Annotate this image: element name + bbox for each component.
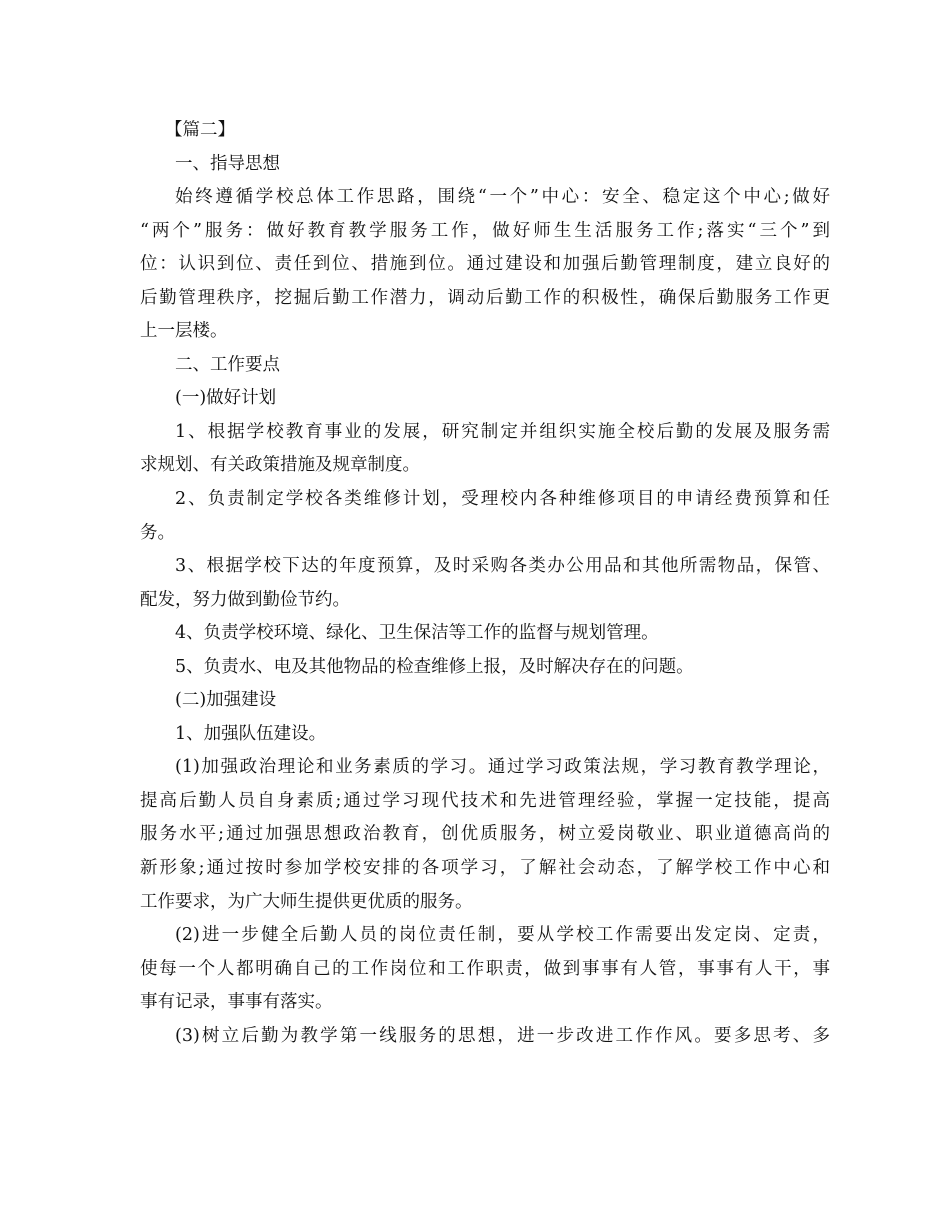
paragraph-line: 服务水平;通过加强思想政治教育，创优质服务，树立爱岗敬业、职业道德高尚的: [140, 824, 830, 845]
paragraph-line: 新形象;通过按时参加学校安排的各项学习，了解社会动态，了解学校工作中心和: [140, 858, 830, 879]
paragraph-line: 上一层楼。: [140, 321, 228, 342]
paragraph-line: (2)进一步健全后勤人员的岗位责任制，要从学校工作需要出发定岗、定责，: [175, 925, 830, 946]
heading-work-points: 二、工作要点: [175, 354, 280, 375]
heading-guiding-ideology: 一、指导思想: [175, 153, 280, 174]
section-title: 【篇二】: [165, 120, 235, 140]
paragraph-line: 后勤管理秩序，挖掘后勤工作潜力，调动后勤工作的积极性，确保后勤服务工作更: [140, 287, 830, 308]
paragraph-line: 4、负责学校环境、绿化、卫生保洁等工作的监督与规划管理。: [175, 623, 659, 644]
paragraph-line: 1、加强队伍建设。: [175, 723, 327, 744]
paragraph-line: 事有记录，事事有落实。: [140, 992, 333, 1013]
paragraph-line: 务。: [140, 522, 175, 543]
subheading-build: (二)加强建设: [175, 690, 277, 711]
paragraph-line: “两个”服务：做好教育教学服务工作，做好师生生活服务工作;落实“三个”到: [140, 220, 830, 241]
paragraph-line: 1、根据学校教育事业的发展，研究制定并组织实施全校后勤的发展及服务需: [175, 421, 830, 442]
paragraph-line: 工作要求，为广大师生提供更优质的服务。: [140, 891, 473, 912]
paragraph-line: 位：认识到位、责任到位、措施到位。通过建设和加强后勤管理制度，建立良好的: [140, 254, 830, 275]
subheading-plan: (一)做好计划: [175, 388, 277, 409]
paragraph-line: 提高后勤人员自身素质;通过学习现代技术和先进管理经验，掌握一定技能，提高: [140, 790, 830, 811]
paragraph-line: 始终遵循学校总体工作思路，围绕“一个”中心：安全、稳定这个中心;做好: [175, 187, 830, 208]
paragraph-line: 使每一个人都明确自己的工作岗位和工作职责，做到事事有人管，事事有人干，事: [140, 958, 830, 979]
paragraph-line: 5、负责水、电及其他物品的检查维修上报，及时解决存在的问题。: [175, 656, 694, 677]
paragraph-line: 配发，努力做到勤俭节约。: [140, 589, 350, 610]
document-body: [140, 114, 830, 1053]
paragraph-line: 求规划、有关政策措施及规章制度。: [140, 455, 420, 476]
paragraph-line: 2、负责制定学校各类维修计划，受理校内各种维修项目的申请经费预算和任: [175, 489, 830, 510]
paragraph-line: (3)树立后勤为教学第一线服务的思想，进一步改进工作作风。要多思考、多: [175, 1025, 830, 1046]
paragraph-line: 3、根据学校下达的年度预算，及时采购各类办公用品和其他所需物品，保管、: [175, 556, 830, 577]
paragraph-line: (1)加强政治理论和业务素质的学习。通过学习政策法规，学习教育教学理论，: [175, 757, 830, 778]
